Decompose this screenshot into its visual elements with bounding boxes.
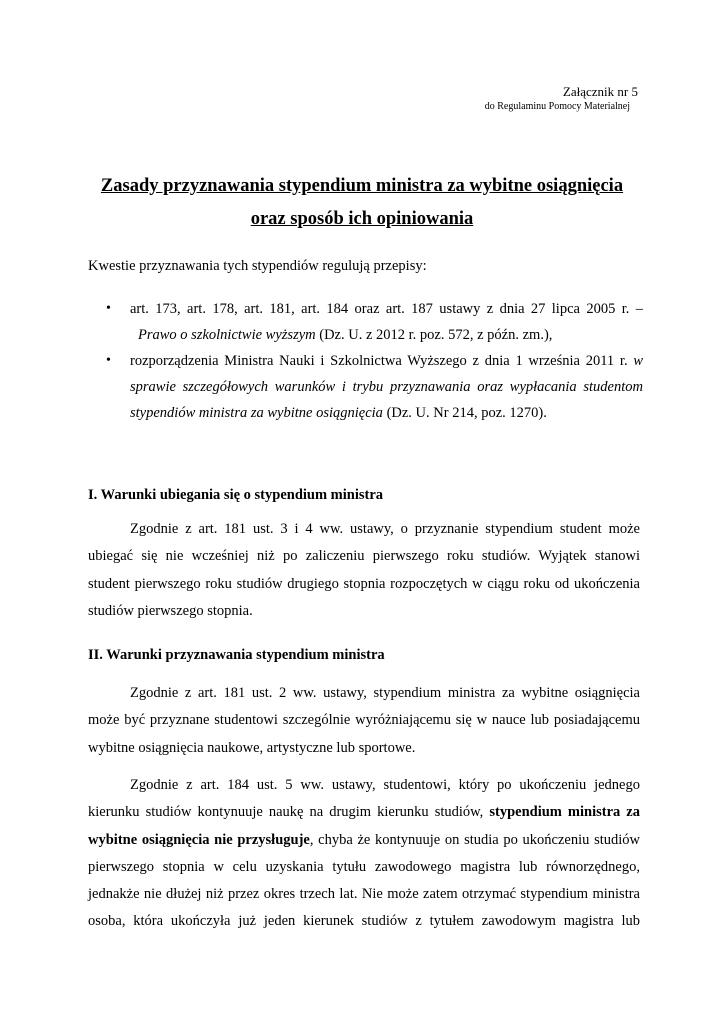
paragraph-line: studiów pierwszego stopnia.: [88, 602, 253, 619]
regulation-reference: (Dz. U. Nr 214, poz. 1270).: [382, 405, 547, 421]
intro-text: Kwestie przyznawania tych stypendiów regulują przepisy:: [88, 258, 427, 274]
list-item-line: [130, 374, 643, 400]
title-line-2: oraz sposób ich opiniowania: [250, 209, 474, 229]
regulation-text: rozporządzenia Ministra Nauki i Szkolnictwa Wyższego z dnia 1 września 2011 r.: [130, 353, 634, 369]
paragraph-line: Zgodnie z art. 181 ust. 2 ww. ustawy, stypendium ministra za wybitne osiągnięcia: [130, 685, 640, 701]
title-line-1: Zasady przyznawania stypendium ministra za wybitne osiągnięcia: [100, 176, 624, 196]
paragraph-text: kierunku studiów kontynuuje naukę na drugim kierunku studiów,: [88, 804, 490, 821]
act-title: Prawo o szkolnictwie wyższym: [138, 327, 316, 343]
section-2-paragraph-1: [88, 680, 640, 762]
list-item-line: [130, 348, 643, 374]
paragraph-line: pierwszego stopnia w celu uzyskania tytułu zawodowego magistra lub równorzędnego,: [88, 858, 640, 875]
regulation-title: w: [633, 353, 643, 369]
act-reference: (Dz. U. z 2012 r. poz. 572, z późn. zm.),: [315, 327, 553, 343]
paragraph-line: może być przyznane studentowi szczególnie wyróżniającemu się w nauce lub posiadającemu: [88, 712, 640, 729]
paragraph-line: [88, 827, 640, 854]
paragraph-line: osoba, która ukończyła już jeden kierunek studiów z tytułem zawodowym magistra lub: [88, 913, 640, 930]
paragraph-text: , chyba że kontynuuje on studia po ukończeniu studiów: [309, 831, 640, 848]
section-2-heading: II. Warunki przyznawania stypendium ministra: [88, 647, 385, 663]
paragraph-line: jednakże nie dłużej niż przez okres trzech lat. Nie może zatem otrzymać stypendium ministra: [88, 886, 640, 903]
list-item-line: [130, 322, 643, 348]
paragraph-line: Zgodnie z art. 181 ust. 3 i 4 ww. ustawy, o przyznanie stypendium student może: [130, 521, 640, 537]
regulations-list: [88, 296, 643, 426]
list-item: [88, 348, 643, 426]
emphasis-text: stypendium ministra za: [489, 804, 640, 821]
paragraph-line: [88, 799, 640, 826]
document-title: [82, 170, 642, 236]
annex-title: Załącznik nr 5: [562, 84, 638, 99]
regulation-title: sprawie szczegółowych warunków i trybu przyznawania oraz wypłacania studentom: [130, 379, 643, 395]
regulation-title: stypendiów ministra za wybitne osiągnięcia: [130, 405, 383, 421]
bullet-icon: •: [106, 301, 111, 316]
emphasis-text: wybitne osiągnięcia nie przysługuje: [88, 831, 310, 848]
list-item-line: [130, 400, 643, 426]
section-1-paragraph: [88, 516, 640, 625]
annex-header: [485, 84, 638, 114]
paragraph-line: ubiegać się nie wcześniej niż po zaliczeniu pierwszego roku studiów. Wyjątek stanowi: [88, 548, 640, 565]
section-1-heading: I. Warunki ubiegania się o stypendium ministra: [88, 487, 384, 503]
paragraph-line: wybitne osiągnięcia naukowe, artystyczne lub sportowe.: [88, 739, 416, 756]
paragraph-line: student pierwszego roku studiów drugiego stopnia rozpoczętych w ciągu roku od ukończenia: [88, 575, 640, 592]
list-item: [88, 296, 643, 348]
section-2-paragraph-2: [88, 772, 640, 936]
bullet-icon: •: [106, 353, 111, 368]
list-item-line: art. 173, art. 178, art. 181, art. 184 oraz art. 187 ustawy z dnia 27 lipca 2005 r. –: [130, 301, 643, 317]
annex-subtitle: do Regulaminu Pomocy Materialnej: [484, 101, 630, 112]
paragraph-line: Zgodnie z art. 184 ust. 5 ww. ustawy, studentowi, który po ukończeniu jednego: [130, 777, 640, 793]
